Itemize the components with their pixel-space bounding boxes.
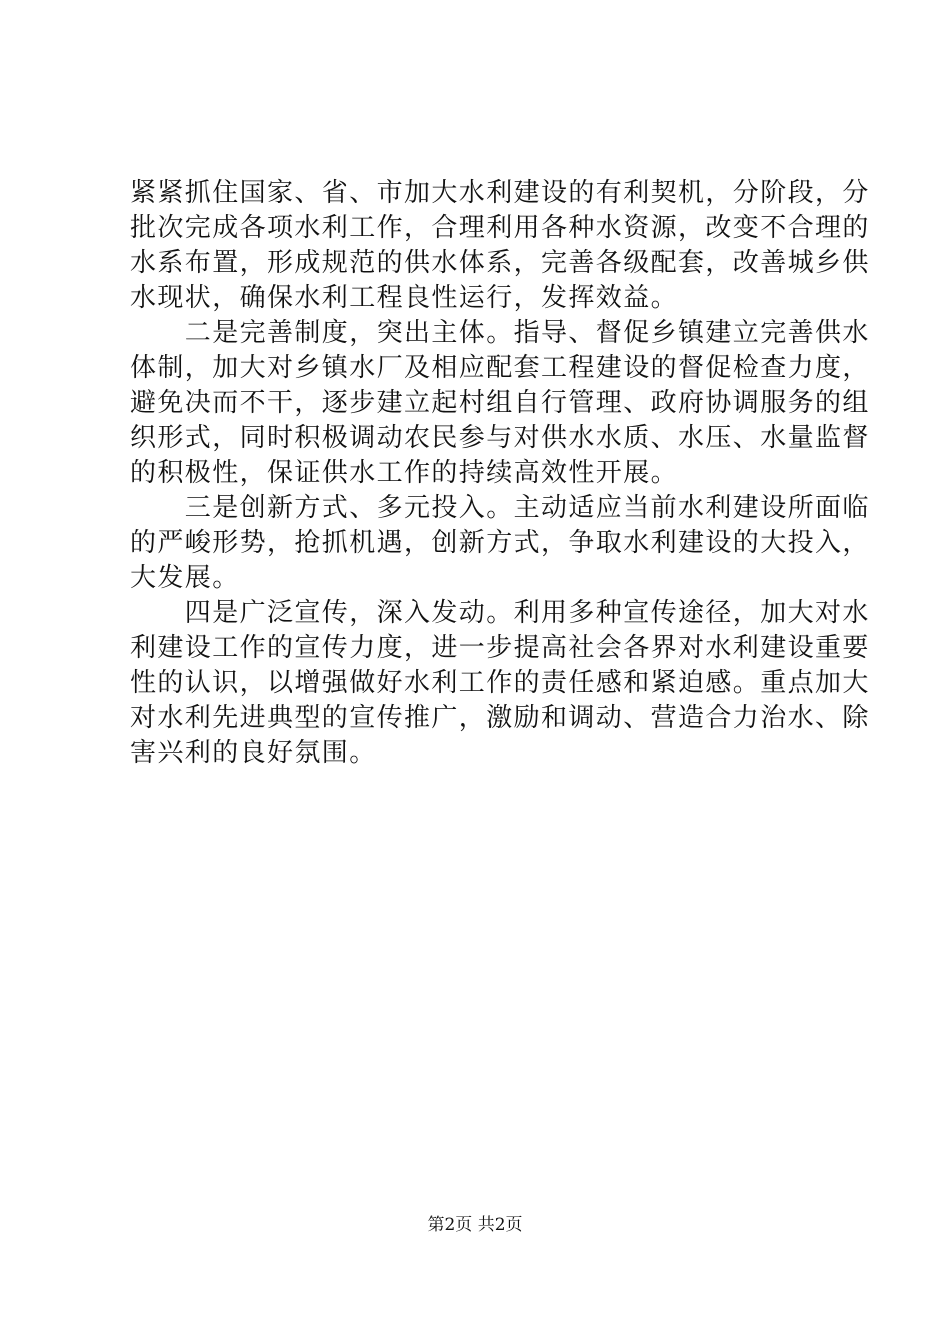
body-text-line: 水现状，确保水利工程良性运行，发挥效益。 <box>130 283 679 313</box>
page-number-footer: 第2页 共2页 <box>427 1215 523 1235</box>
body-text-line: 批次完成各项水利工作，合理利用各种水资源，改变不合理的 <box>130 213 870 243</box>
body-text-line: 害兴利的良好氛围。 <box>130 738 377 768</box>
body-text-line: 的严峻形势，抢抓机遇，创新方式，争取水利建设的大投入， <box>130 528 870 558</box>
body-text-line: 对水利先进典型的宣传推广，激励和调动、营造合力治水、除 <box>130 703 870 733</box>
body-text-line: 织形式，同时积极调动农民参与对供水水质、水压、水量监督 <box>130 423 870 453</box>
body-text-line: 的积极性，保证供水工作的持续高效性开展。 <box>130 458 679 488</box>
body-text-line: 避免决而不干，逐步建立起村组自行管理、政府协调服务的组 <box>130 388 870 418</box>
body-text-line: 水系布置，形成规范的供水体系，完善各级配套，改善城乡供 <box>130 248 870 278</box>
body-text-line: 四是广泛宣传，深入发动。利用多种宣传途径，加大对水 <box>130 598 870 628</box>
body-text-line: 体制，加大对乡镇水厂及相应配套工程建设的督促检查力度， <box>130 353 870 383</box>
body-text-line: 紧紧抓住国家、省、市加大水利建设的有利契机，分阶段，分 <box>130 178 870 208</box>
body-text-line: 二是完善制度，突出主体。指导、督促乡镇建立完善供水 <box>130 318 870 348</box>
body-text-line: 大发展。 <box>130 563 240 593</box>
body-text-line: 性的认识，以增强做好水利工作的责任感和紧迫感。重点加大 <box>130 668 870 698</box>
body-text-line: 利建设工作的宣传力度，进一步提高社会各界对水利建设重要 <box>130 633 870 663</box>
body-text-line: 三是创新方式、多元投入。主动适应当前水利建设所面临 <box>130 493 870 523</box>
